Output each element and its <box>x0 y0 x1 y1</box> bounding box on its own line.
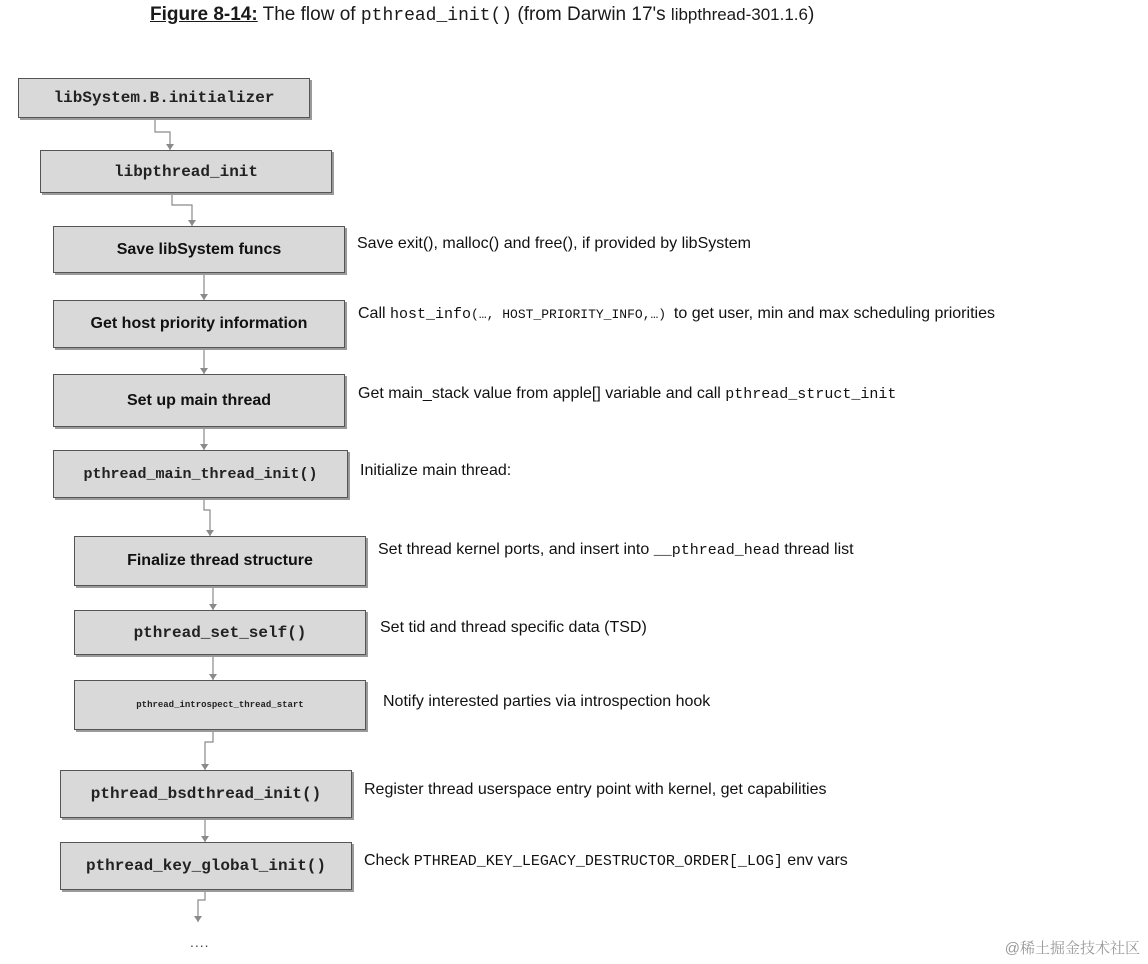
desc-segment: thread list <box>779 541 854 558</box>
step-host-priority-desc <box>358 305 995 323</box>
desc-segment: Set thread kernel ports, and insert into <box>378 541 654 558</box>
watermark: @稀土掘金技术社区 <box>1004 940 1140 957</box>
desc-segment: Call <box>358 305 391 322</box>
desc-segment: ,…) <box>642 307 674 322</box>
desc-segment: Register thread userspace entry point with kernel, get capabilities <box>364 781 827 798</box>
step-pthread-bsdthread-init-desc <box>364 781 826 799</box>
desc-segment: Notify interested parties via introspection hook <box>383 693 711 710</box>
desc-segment: env vars <box>782 852 848 869</box>
step-pthread-main-thread-init: pthread_main_thread_init() <box>53 450 348 498</box>
step-finalize-thread-structure: Finalize thread structure <box>74 536 366 586</box>
connector-11 <box>198 890 205 922</box>
desc-segment: Get main_stack value from apple[] variable and call <box>358 385 726 402</box>
title-suffix: ) <box>807 4 815 25</box>
step-pthread-main-thread-init-desc <box>360 462 511 480</box>
step-save-libsystem-funcs: Save libSystem funcs <box>53 226 345 273</box>
step-finalize-thread-structure-desc <box>378 541 854 559</box>
desc-segment: Check <box>364 852 414 869</box>
title-prefix: The flow of <box>257 4 361 25</box>
step-pthread-introspect-thread-start: pthread_introspect_thread_start <box>74 680 366 730</box>
desc-segment: HOST_PRIORITY_INFO <box>502 307 643 322</box>
connector-1 <box>155 118 170 150</box>
step-pthread-key-global-init-desc <box>364 852 848 870</box>
desc-segment: (…, <box>471 307 503 322</box>
desc-segment: pthread_struct_init <box>725 386 897 403</box>
step-libsystem-initializer: libSystem.B.initializer <box>18 78 310 118</box>
step-libpthread-init: libpthread_init <box>40 150 332 193</box>
step-pthread-key-global-init: pthread_key_global_init() <box>60 842 352 890</box>
title-func: pthread_init() <box>360 6 513 26</box>
step-set-up-main-thread-desc <box>358 385 896 403</box>
step-save-libsystem-funcs-desc <box>357 235 751 253</box>
step-pthread-set-self: pthread_set_self() <box>74 610 366 655</box>
step-set-up-main-thread: Set up main thread <box>53 374 345 427</box>
desc-segment: Save exit(), malloc() and free(), if provided by libSystem <box>357 235 751 252</box>
title-middle: (from Darwin 17's <box>512 4 671 25</box>
connector-6 <box>204 498 210 536</box>
desc-segment: to get user, min and max scheduling priorities <box>673 305 995 322</box>
desc-segment: __pthread_head <box>653 542 780 559</box>
title-lib: libpthread-301.1.6 <box>670 5 808 24</box>
desc-segment: Set tid and thread specific data (TSD) <box>380 619 647 636</box>
continuation-ellipsis: .... <box>190 934 210 950</box>
step-pthread-bsdthread-init: pthread_bsdthread_init() <box>60 770 352 818</box>
figure-label: Figure 8-14: <box>150 4 258 25</box>
connector-9 <box>205 730 213 770</box>
step-pthread-set-self-desc <box>380 619 647 637</box>
step-pthread-introspect-thread-start-desc <box>383 693 710 711</box>
desc-segment: Initialize main thread: <box>360 462 512 479</box>
connector-2 <box>172 193 192 226</box>
desc-segment: PTHREAD_KEY_LEGACY_DESTRUCTOR_ORDER[_LOG] <box>413 853 783 870</box>
desc-segment: host_info <box>390 306 472 323</box>
figure-title <box>150 4 1050 26</box>
step-host-priority: Get host priority information <box>53 300 345 348</box>
